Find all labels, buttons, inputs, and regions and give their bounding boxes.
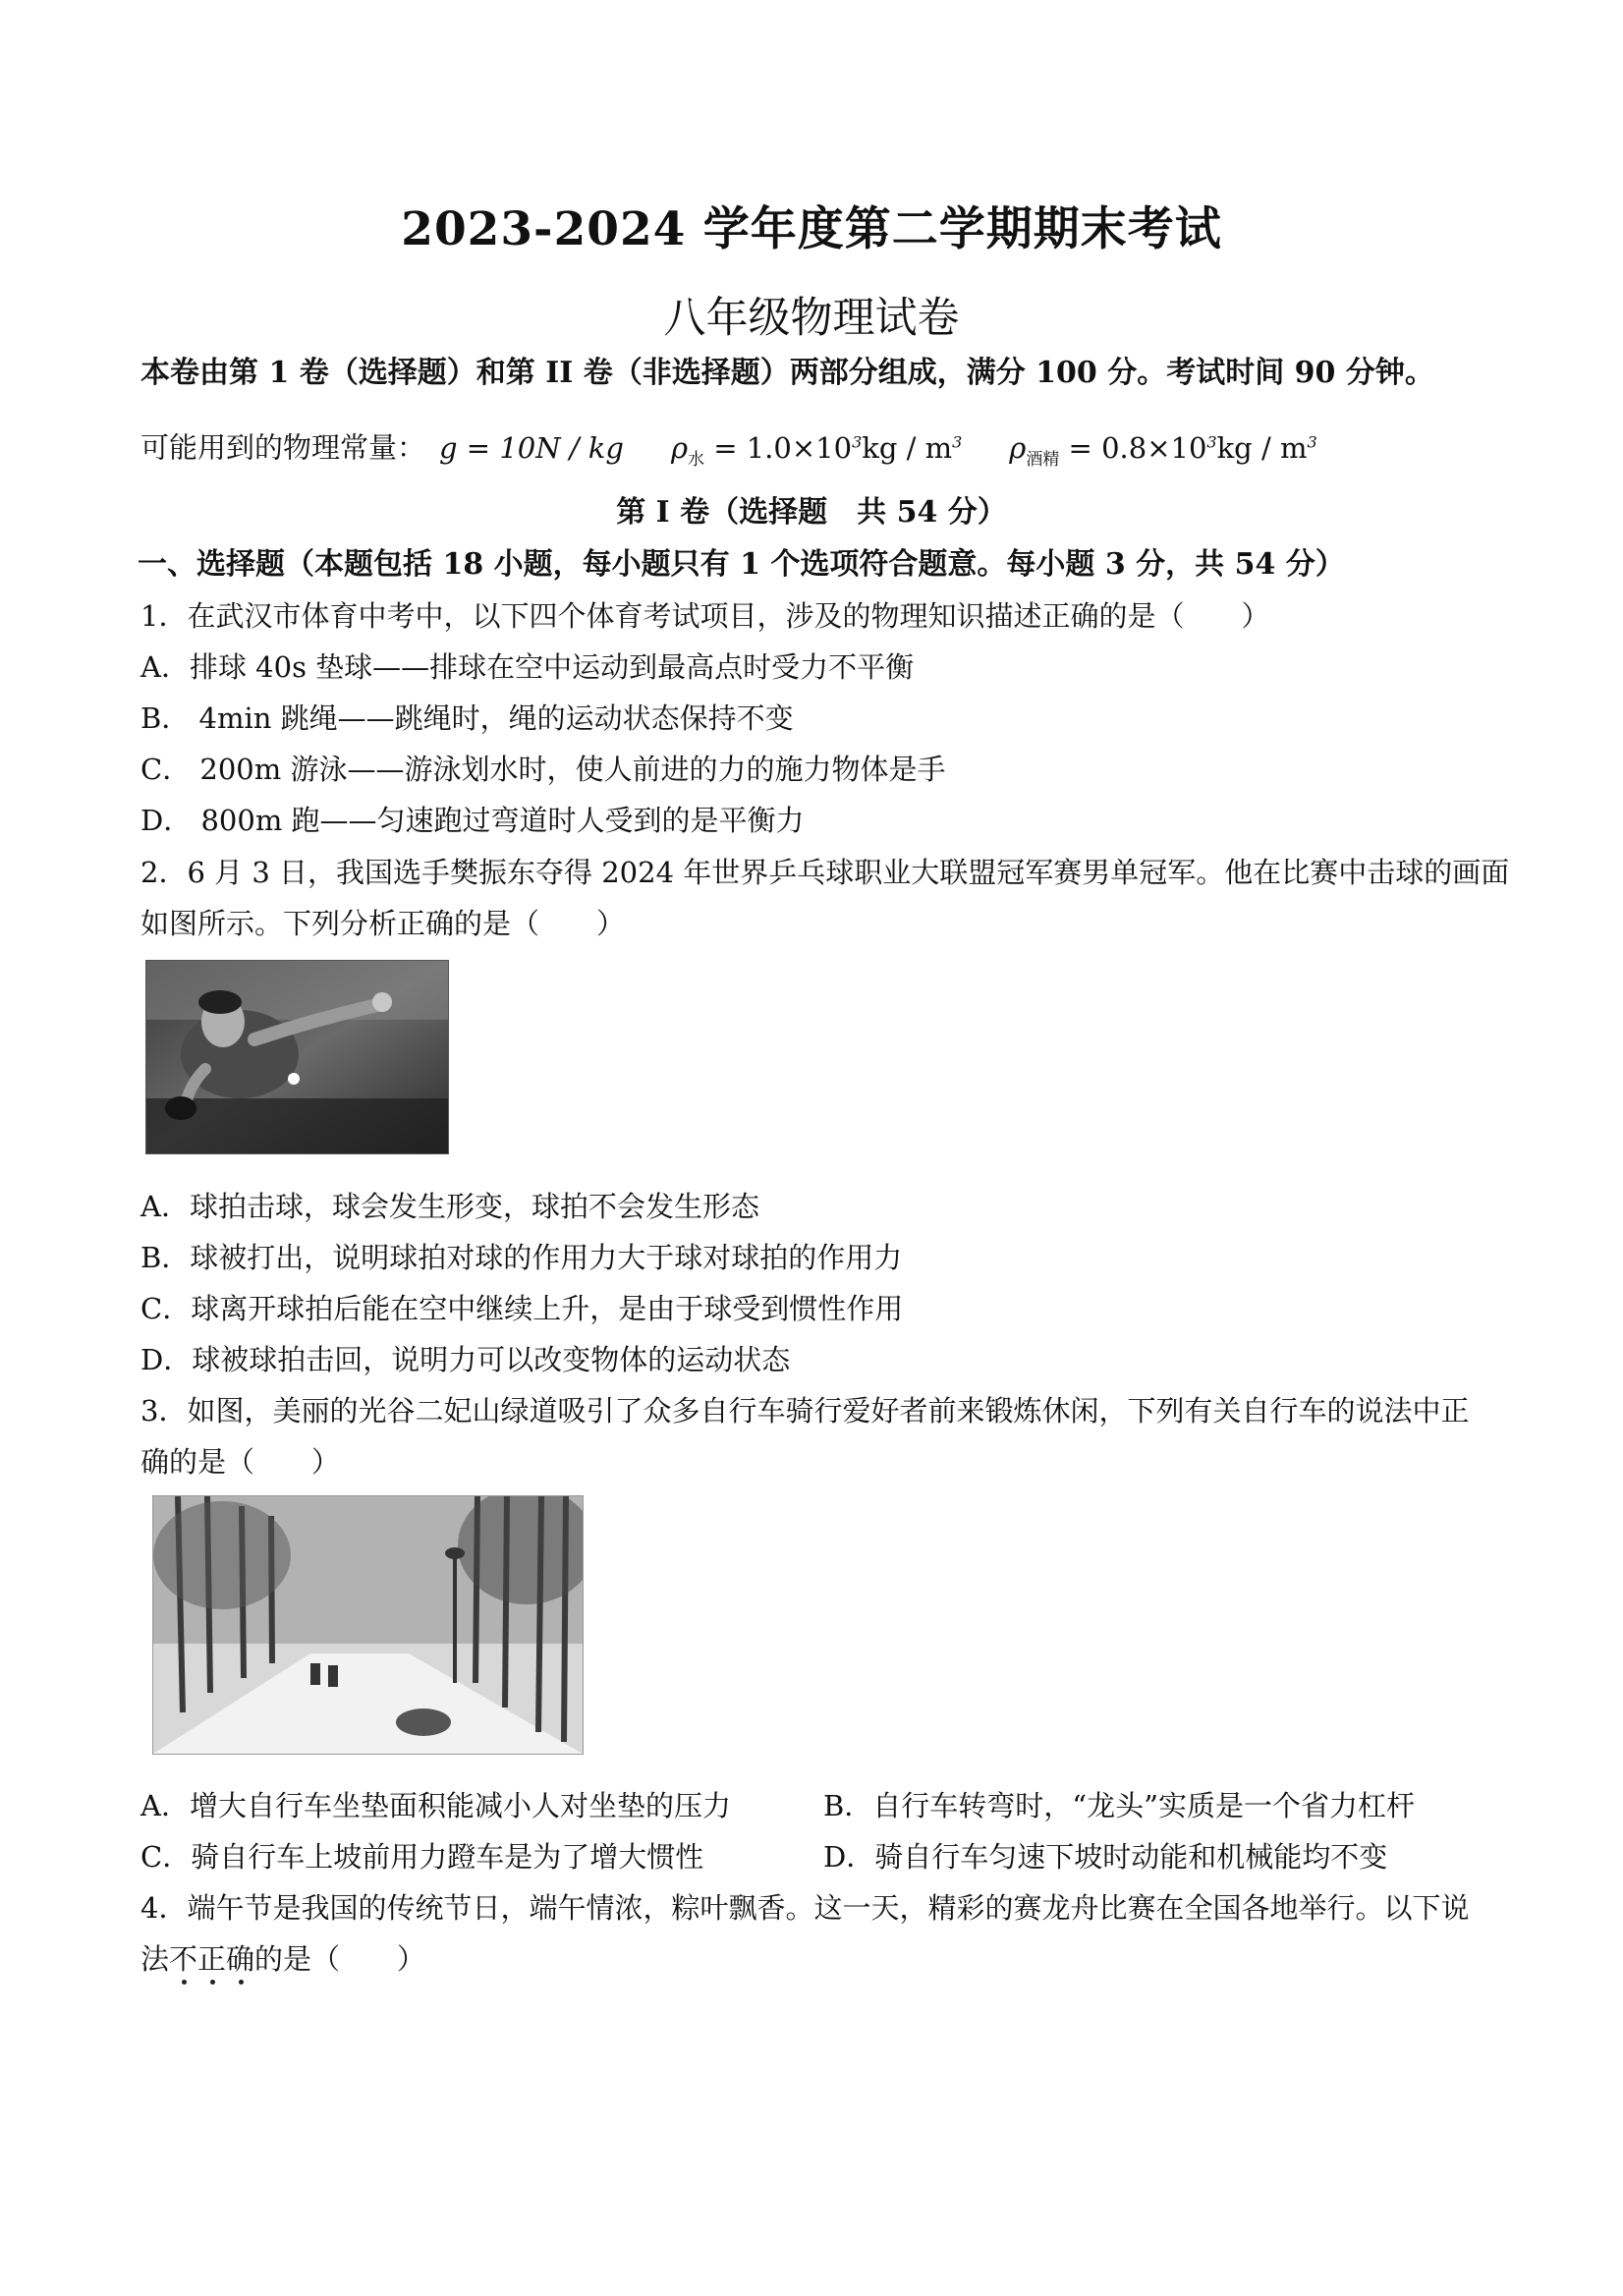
q4-stem-line1: 4．端午节是我国的传统节日，端午情浓，粽叶飘香。这一天，精彩的赛龙舟比赛在全国各地举行。以下说 [140,1891,1470,1925]
q2-stem-line2: 如图所示。下列分析正确的是（ ） [140,907,626,940]
exam-title: 2023-2024 学年度第二学期期末考试 [401,202,1222,256]
emphasis-dot [182,1980,187,1985]
q4-stem-line2: 法不正确的是（ ） [140,1942,426,1976]
q2-option-b: B．球被打出，说明球拍对球的作用力大于球对球拍的作用力 [140,1241,903,1274]
q1-option-d: D． 800m 跑——匀速跑过弯道时人受到的是平衡力 [140,804,805,837]
q2-option-d: D．球被球拍击回，说明力可以改变物体的运动状态 [140,1343,791,1376]
exam-intro: 本卷由第 1 卷（选择题）和第 II 卷（非选择题）两部分组成，满分 100 分。考试时间 90 分钟。 [140,356,1434,390]
physical-constants [140,420,1317,480]
alcohol-density: $\rho_{酒精} = 0.8\times 10^3kg / m^3$ [1009,430,1317,470]
q1-option-b: B． 4min 跳绳——跳绳时，绳的运动状态保持不变 [140,701,794,735]
water-density: $\rho_水 = 1.0\times 10^3kg / m^3$ [670,430,963,470]
q3-option-a: A．增大自行车坐垫面积能减小人对坐垫的压力 [140,1789,731,1822]
part1-heading: 第 I 卷（选择题 共 54 分） [616,495,1007,530]
q3-option-d: D．骑自行车匀速下坡时动能和机械能均不变 [823,1840,1388,1874]
q2-option-c: C．球离开球拍后能在空中继续上升，是由于球受到惯性作用 [140,1292,904,1325]
q2-option-a: A．球拍击球，球会发生形变，球拍不会发生形态 [140,1190,759,1223]
section1-heading: 一、选择题（本题包括 18 小题，每小题只有 1 个选项符合题意。每小题 3 分，共 54 分） [138,547,1345,582]
table-tennis-image [146,961,448,1153]
q3-option-c: C．骑自行车上坡前用力蹬车是为了增大惯性 [140,1840,704,1874]
gravity-constant: g = 10N / kg [439,430,624,465]
q2-stem-line1: 2．6 月 3 日，我国选手樊振东夺得 2024 年世界乒乓球职业大联盟冠军赛男单冠军。他在比赛中击球的画面 [140,856,1510,889]
q3-stem-line2: 确的是（ ） [140,1445,341,1479]
emphasis-dot [210,1980,215,1985]
exam-subtitle: 八年级物理试卷 [663,294,960,343]
q1-option-a: A．排球 40s 垫球——排球在空中运动到最高点时受力不平衡 [140,650,915,684]
q3-option-b: B．自行车转弯时，“龙头”实质是一个省力杠杆 [823,1789,1415,1822]
emphasis-dot [239,1980,244,1985]
q3-stem-line1: 3．如图，美丽的光谷二妃山绿道吸引了众多自行车骑行爱好者前来锻炼休闲，下列有关自行车的说法中正 [140,1394,1470,1428]
q1-stem: 1．在武汉市体育中考中，以下四个体育考试项目，涉及的物理知识描述正确的是（ ） [140,599,1270,633]
constants-label: 可能用到的物理常量： [140,430,426,465]
greenway-image [153,1496,583,1754]
greenway-photo [152,1495,584,1755]
table-tennis-photo [145,960,449,1154]
q1-option-c: C． 200m 游泳——游泳划水时，使人前进的力的施力物体是手 [140,753,946,786]
